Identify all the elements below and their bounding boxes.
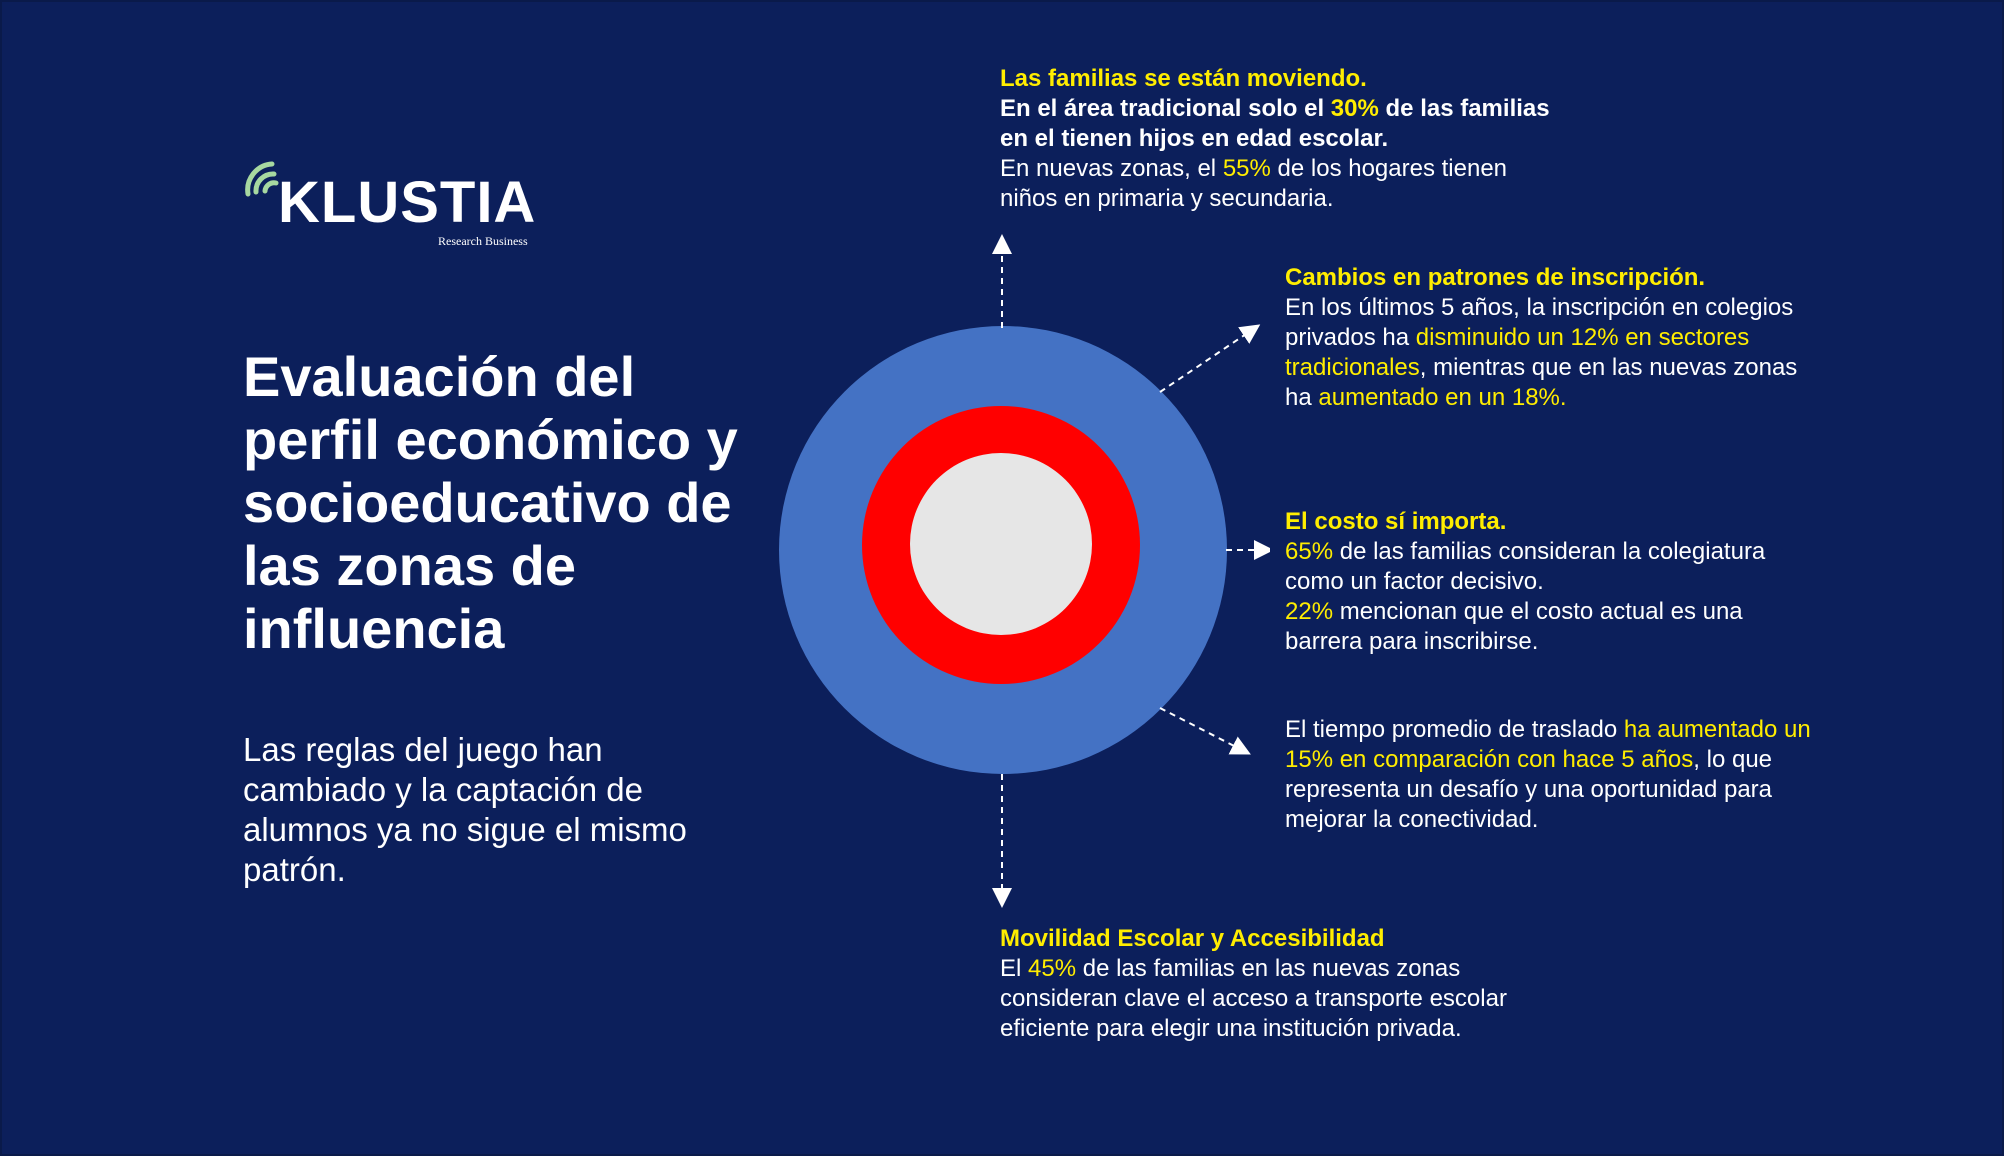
families-line1-a: En el área tradicional solo el <box>1000 95 1331 122</box>
logo-tagline: Research Business <box>438 234 528 248</box>
families-line2-c: de los hogares tienen niños en primaria y secundaria. <box>1000 155 1508 212</box>
arrow-upper-right <box>1160 330 1252 392</box>
mobility-text-a: El <box>1000 955 1029 982</box>
travel-text-c: , lo que representa un desafío y una oportunidad para mejorar la conectividad. <box>1285 746 1773 833</box>
logo-name: KLUSTIA <box>278 170 537 235</box>
families-stat-30: 30% <box>1330 95 1379 122</box>
travel-text-a: El tiempo promedio de traslado <box>1285 716 1624 743</box>
info-block-travel <box>1285 715 1825 835</box>
info-block-families <box>1000 64 1560 214</box>
klustia-logo <box>238 150 558 250</box>
enrollment-text-a: En los últimos 5 años, la inscripción en colegios privados ha <box>1285 294 1794 351</box>
mobility-stat-45: 45% <box>1028 955 1077 982</box>
families-line2-a: En nuevas zonas, el <box>1000 155 1223 182</box>
mobility-text-c: de las familias en las nuevas zonas consideran clave el acceso a transporte escolar eficiente para elegir una institución privada. <box>1000 955 1507 1042</box>
info-block-cost <box>1285 507 1825 657</box>
families-stat-55: 55% <box>1222 155 1271 182</box>
cost-stat-65: 65% <box>1285 538 1334 565</box>
travel-highlight: ha aumentado un 15% en comparación con hace 5 años <box>1285 716 1811 773</box>
cost-text-b: de las familias consideran la colegiatura como un factor decisivo. <box>1285 538 1766 595</box>
info-block-enrollment <box>1285 263 1825 413</box>
concentric-circle-diagram <box>770 230 1270 910</box>
enrollment-text-c: , mientras que en las nuevas zonas ha <box>1285 354 1798 411</box>
enrollment-title: Cambios en patrones de inscripción. <box>1285 264 1706 291</box>
info-block-mobility <box>1000 924 1520 1044</box>
enrollment-highlight-decrease: disminuido un 12% en sectores tradicionales <box>1285 324 1750 381</box>
inner-circle <box>910 453 1092 635</box>
cost-text-d: mencionan que el costo actual es una barrera para inscribirse. <box>1285 598 1743 655</box>
families-line1-c: de las familias en el tienen hijos en edad escolar. <box>1000 95 1550 152</box>
page-subtitle: Las reglas del juego han cambiado y la captación de alumnos ya no sigue el mismo patrón. <box>243 731 687 888</box>
arrow-lower-right <box>1160 708 1242 750</box>
mobility-title: Movilidad Escolar y Accesibilidad <box>1000 925 1385 952</box>
page-title: Evaluación del perfil económico y socioeducativo de las zonas de influencia <box>243 345 738 660</box>
cost-title: El costo sí importa. <box>1285 508 1507 535</box>
families-title: Las familias se están moviendo. <box>1000 65 1367 92</box>
enrollment-highlight-increase: aumentado en un 18%. <box>1318 384 1567 411</box>
cost-stat-22: 22% <box>1285 598 1334 625</box>
